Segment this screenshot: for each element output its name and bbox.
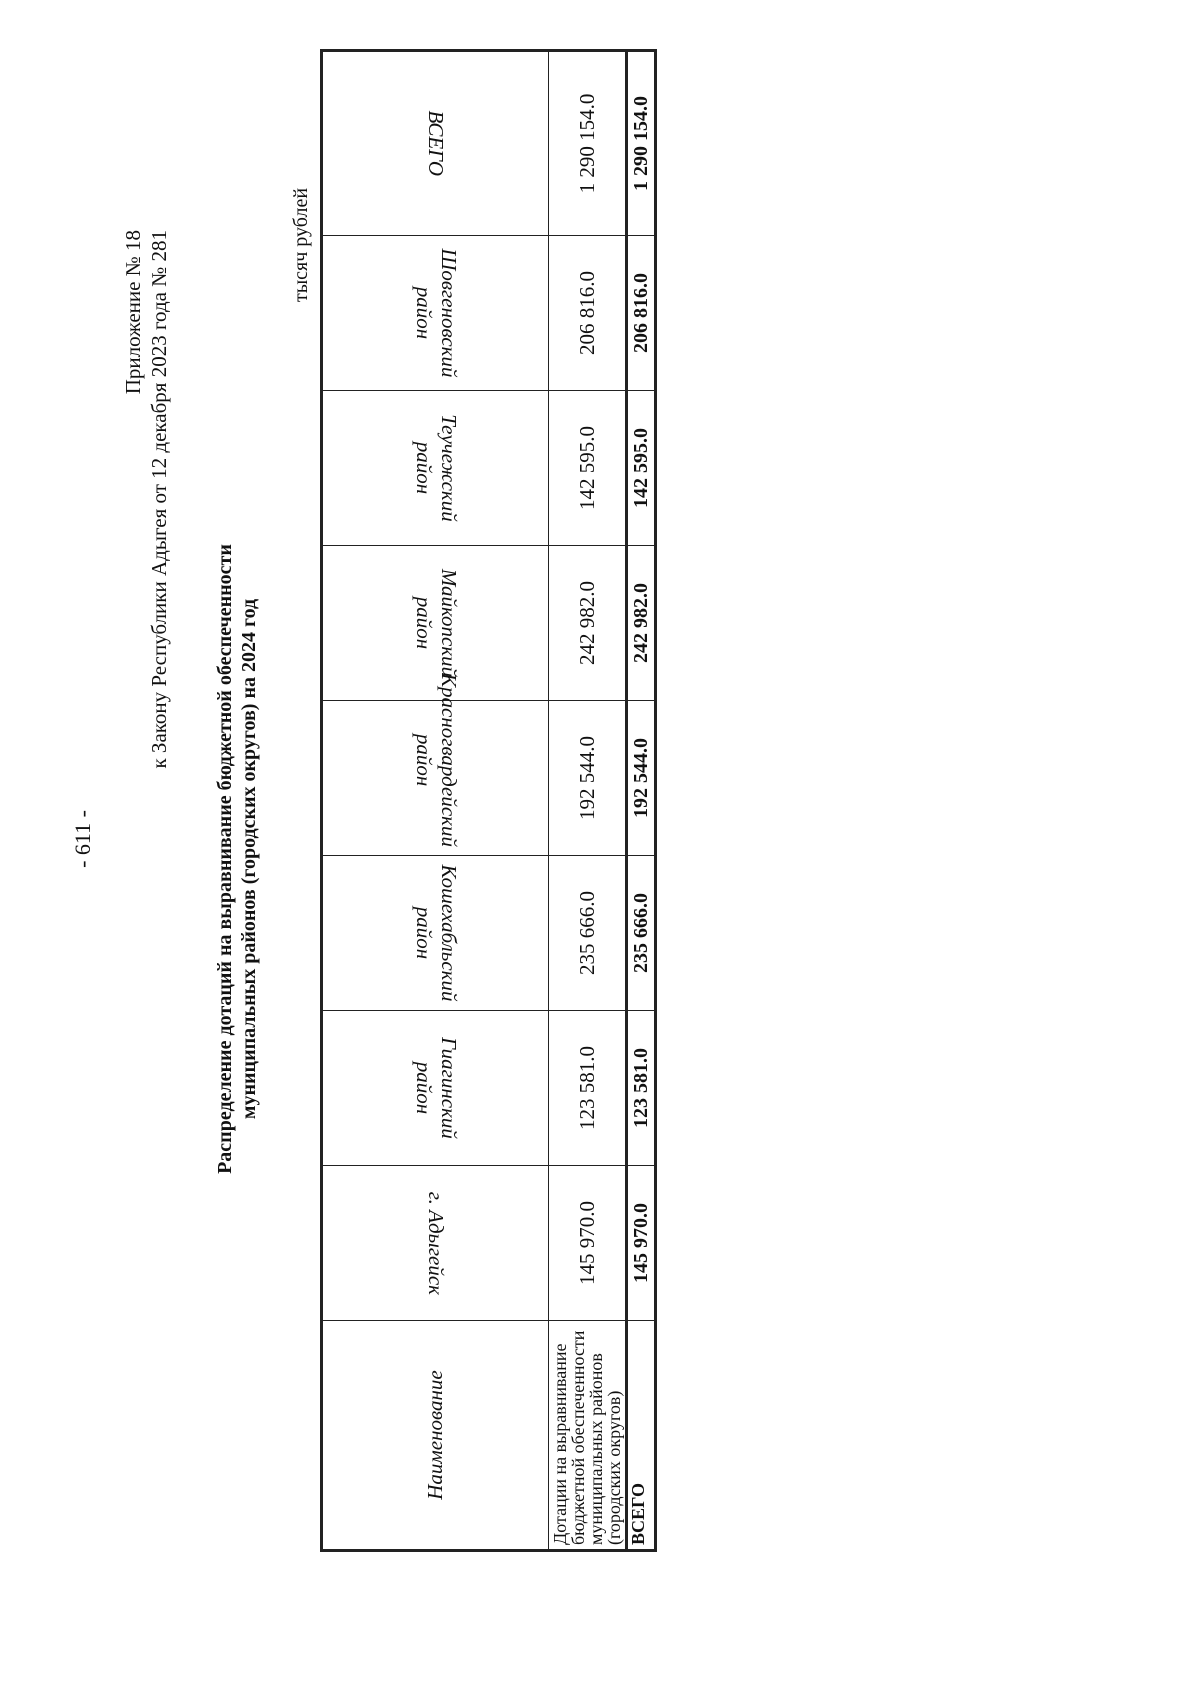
table-cell: 242 982.0 [627, 546, 656, 701]
subsidy-table [320, 49, 657, 1552]
table-cell: 206 816.0 [627, 236, 656, 391]
column-header: г. Адыгейск [322, 1166, 549, 1321]
column-header: Шовгеновский район [322, 236, 549, 391]
document-title [213, 359, 261, 1359]
name-column-header: Наименование [322, 1321, 549, 1551]
title-line-1: Распределение дотаций на выравнивание бюджетной обеспеченности [214, 544, 236, 1174]
total-row [627, 51, 656, 1551]
table-cell: 123 581.0 [549, 1011, 627, 1166]
table-cell: 192 544.0 [627, 701, 656, 856]
table-header-row [322, 51, 549, 1551]
row-name: Дотации на выравнивание бюджетной обеспеченности муниципальных районов (городских округов) [549, 1321, 627, 1551]
row-name: ВСЕГО [627, 1321, 656, 1551]
column-header: Майкопский район [322, 546, 549, 701]
table-cell: 142 595.0 [549, 391, 627, 546]
table-cell: 1 290 154.0 [627, 51, 656, 236]
table-cell: 235 666.0 [549, 856, 627, 1011]
appendix-line-1: Приложение № 18 [121, 230, 145, 395]
page-number: - 611 - [70, 810, 95, 868]
column-header: Красногвардейский район [322, 701, 549, 856]
title-line-2: муниципальных районов (городских округов) на 2024 год [238, 598, 260, 1120]
table-row [549, 51, 627, 1551]
table-cell: 145 970.0 [627, 1166, 656, 1321]
column-header: Гиагинский район [322, 1011, 549, 1166]
appendix-header [120, 230, 172, 769]
table-cell: 235 666.0 [627, 856, 656, 1011]
column-header: Теучежский район [322, 391, 549, 546]
table-cell: 123 581.0 [627, 1011, 656, 1166]
units-label: тысяч рублей [290, 187, 312, 302]
appendix-line-2: к Закону Республики Адыгея от 12 декабря 2023 года № 281 [147, 230, 171, 769]
column-header: ВСЕГО [322, 51, 549, 236]
table-cell: 142 595.0 [627, 391, 656, 546]
table-cell: 145 970.0 [549, 1166, 627, 1321]
table-cell: 1 290 154.0 [549, 51, 627, 236]
column-header: Кошехабльский район [322, 856, 549, 1011]
table-cell: 192 544.0 [549, 701, 627, 856]
table-cell: 242 982.0 [549, 546, 627, 701]
table-cell: 206 816.0 [549, 236, 627, 391]
